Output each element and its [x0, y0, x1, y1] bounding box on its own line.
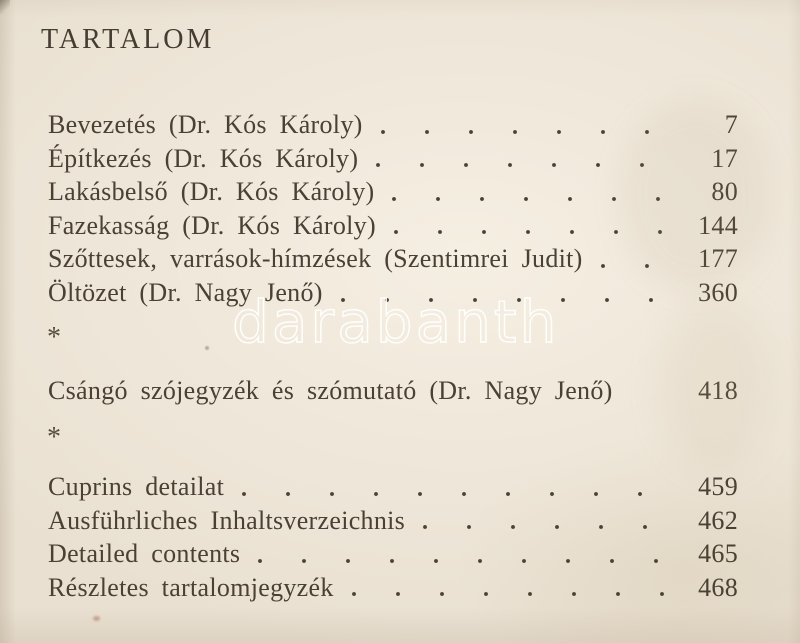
paper-speck: [205, 346, 209, 350]
toc-entry-page: 7: [724, 110, 738, 139]
toc-entry-page: 462: [698, 505, 738, 535]
toc-entry-page: 468: [698, 572, 738, 602]
toc-entry-label: Fazekasság (Dr. Kós Károly): [48, 210, 376, 240]
dot-leader: [423, 525, 674, 529]
dot-leader: [394, 230, 674, 234]
leader-spacer: [631, 396, 674, 400]
toc-row: [48, 142, 738, 176]
toc-entry-label: Ausführliches Inhaltsverzeichnis: [48, 505, 406, 535]
toc-entry-label: Szőttesek, varrások-hímzések (Szentimrei Judit): [48, 244, 583, 274]
dot-leader: [381, 130, 674, 134]
toc-row: [48, 276, 738, 310]
toc-entry-page: 144: [698, 210, 738, 240]
toc-entry-page: 17: [711, 143, 738, 173]
toc-entry-label: Részletes tartalomjegyzék: [48, 572, 334, 602]
toc-entry-label: Öltözet (Dr. Nagy Jenő): [48, 277, 323, 307]
toc-entry-page: 418: [698, 376, 738, 405]
toc-row: [48, 504, 738, 538]
paper-speck: [93, 616, 100, 621]
toc-entry-label: Csángó szójegyzék és szómutató (Dr. Nagy Jenő): [48, 376, 613, 405]
toc-entry-page: 177: [698, 244, 738, 274]
darabanth-watermark: darabanth: [232, 288, 560, 356]
toc-row: [48, 374, 738, 408]
toc-glossary-section: [48, 374, 738, 408]
toc-row: [48, 108, 738, 142]
toc-entry-label: Cuprins detailat: [48, 472, 225, 501]
toc-row: [48, 537, 738, 571]
page-corner-shadow: [0, 0, 10, 14]
toc-language-section: [48, 470, 738, 604]
toc-entry-page: 465: [698, 539, 738, 569]
toc-entry-page: 360: [698, 277, 738, 307]
toc-row: [48, 242, 738, 276]
dot-leader: [341, 298, 674, 302]
section-separator-asterisk: *: [47, 322, 61, 353]
dot-leader: [392, 197, 674, 201]
dot-leader: [258, 559, 674, 563]
toc-entry-label: Lakásbelső (Dr. Kós Károly): [48, 177, 375, 207]
dot-leader: [376, 163, 674, 167]
toc-main-section: [48, 108, 738, 310]
toc-row: [48, 175, 738, 209]
page-title: TARTALOM: [41, 24, 215, 55]
dot-leader: [601, 264, 674, 268]
dot-leader: [352, 592, 674, 596]
dot-leader: [242, 492, 674, 496]
toc-entry-page: 80: [711, 177, 738, 207]
section-separator-asterisk: *: [47, 422, 61, 453]
toc-row: [48, 470, 738, 504]
toc-row: [48, 209, 738, 243]
toc-entry-label: Építkezés (Dr. Kós Károly): [48, 143, 359, 173]
toc-entry-label: Detailed contents: [48, 539, 241, 569]
toc-row: [48, 571, 738, 605]
toc-entry-page: 459: [698, 472, 738, 501]
toc-entry-label: Bevezetés (Dr. Kós Károly): [48, 110, 363, 139]
